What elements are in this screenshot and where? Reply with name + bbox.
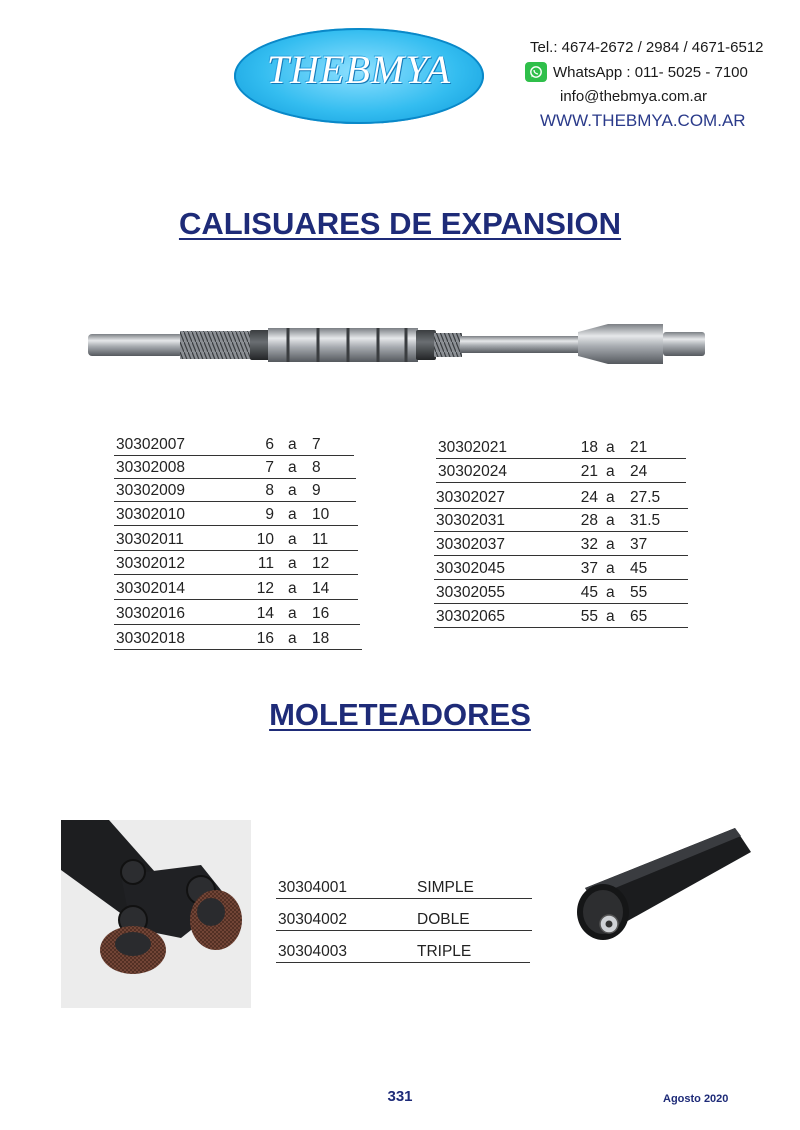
range-sep: a xyxy=(288,459,297,476)
range-sep: a xyxy=(288,436,297,453)
range-sep: a xyxy=(606,439,615,456)
table-row xyxy=(114,503,358,526)
product-code: 30302055 xyxy=(436,584,505,601)
range-to: 7 xyxy=(312,436,321,453)
section-title-reamers xyxy=(0,206,800,242)
range-from: 55 xyxy=(580,608,598,625)
table-row xyxy=(434,509,688,532)
table-row xyxy=(436,436,686,459)
range-sep: a xyxy=(288,506,297,523)
range-sep: a xyxy=(288,555,297,572)
range-from: 12 xyxy=(256,580,274,597)
simple-knurling-tool-image xyxy=(565,800,753,978)
knurl-type: DOBLE xyxy=(417,911,470,928)
website-link[interactable]: WWW.THEBMYA.COM.AR xyxy=(540,111,746,130)
product-code: 30304003 xyxy=(278,943,347,960)
range-to: 27.5 xyxy=(630,489,661,506)
phone-numbers: Tel.: 4674-2672 / 2984 / 4671-6512 xyxy=(530,39,764,56)
product-code: 30302007 xyxy=(116,436,185,453)
range-sep: a xyxy=(606,608,615,625)
double-knurling-tool-image xyxy=(61,820,251,1008)
range-from: 28 xyxy=(580,512,598,529)
range-from: 14 xyxy=(256,605,274,622)
table-row xyxy=(114,552,358,575)
product-code: 30302065 xyxy=(436,608,505,625)
table-row xyxy=(434,533,688,556)
range-from: 6 xyxy=(265,436,274,453)
range-to: 18 xyxy=(312,630,330,647)
product-code: 30302018 xyxy=(116,630,185,647)
table-row xyxy=(434,581,688,604)
product-code: 30302016 xyxy=(116,605,185,622)
product-code: 30302021 xyxy=(438,439,507,456)
table-row xyxy=(114,627,362,650)
range-to: 45 xyxy=(630,560,648,577)
section-title-knurling xyxy=(0,697,800,733)
expansion-reamer-image xyxy=(88,312,708,374)
range-sep: a xyxy=(606,536,615,553)
range-to: 8 xyxy=(312,459,321,476)
range-to: 37 xyxy=(630,536,648,553)
range-to: 9 xyxy=(312,482,321,499)
range-sep: a xyxy=(606,560,615,577)
table-row xyxy=(276,876,532,899)
range-sep: a xyxy=(606,489,615,506)
range-sep: a xyxy=(288,482,297,499)
range-to: 24 xyxy=(630,463,648,480)
product-code: 30302027 xyxy=(436,489,505,506)
range-from: 16 xyxy=(256,630,274,647)
product-code: 30302011 xyxy=(116,531,184,548)
knurl-type: SIMPLE xyxy=(417,879,474,896)
product-code: 30302045 xyxy=(436,560,505,577)
range-from: 24 xyxy=(580,489,598,506)
range-from: 45 xyxy=(580,584,598,601)
table-row xyxy=(114,479,356,502)
table-row xyxy=(114,577,358,600)
section-title-reamers-text: CALISUARES DE EXPANSION xyxy=(178,206,622,241)
logo-text: THEBMYA xyxy=(266,47,452,92)
table-row xyxy=(114,602,360,625)
product-code: 30302037 xyxy=(436,536,505,553)
whatsapp-number: WhatsApp : 011- 5025 - 7100 xyxy=(553,63,748,81)
product-code: 30302008 xyxy=(116,459,185,476)
product-code: 30302024 xyxy=(438,463,507,480)
table-row xyxy=(114,433,354,456)
range-to: 12 xyxy=(312,555,330,572)
range-sep: a xyxy=(288,531,297,548)
range-to: 21 xyxy=(630,439,648,456)
product-code: 30302009 xyxy=(116,482,185,499)
range-sep: a xyxy=(288,580,297,597)
range-from: 32 xyxy=(580,536,598,553)
table-row xyxy=(276,908,532,931)
table-row xyxy=(114,528,358,551)
whatsapp-contact xyxy=(525,62,748,82)
range-from: 18 xyxy=(580,439,598,456)
range-to: 16 xyxy=(312,605,330,622)
range-sep: a xyxy=(606,463,615,480)
range-from: 9 xyxy=(265,506,274,523)
range-from: 8 xyxy=(265,482,274,499)
range-from: 10 xyxy=(256,531,274,548)
range-from: 37 xyxy=(580,560,598,577)
table-row xyxy=(114,456,356,479)
range-to: 10 xyxy=(312,506,330,523)
table-row xyxy=(434,557,688,580)
range-sep: a xyxy=(288,605,297,622)
range-to: 14 xyxy=(312,580,330,597)
range-from: 21 xyxy=(580,463,598,480)
publication-date: Agosto 2020 xyxy=(663,1093,729,1105)
knurl-type: TRIPLE xyxy=(417,943,472,960)
range-to: 11 xyxy=(312,531,329,548)
product-code: 30302010 xyxy=(116,506,185,523)
product-code: 30302012 xyxy=(116,555,185,572)
table-row xyxy=(434,605,688,628)
whatsapp-icon xyxy=(525,62,547,82)
table-row xyxy=(434,486,688,509)
email-link[interactable]: info@thebmya.com.ar xyxy=(560,88,707,105)
product-code: 30302014 xyxy=(116,580,185,597)
range-from: 11 xyxy=(257,555,274,572)
range-sep: a xyxy=(606,512,615,529)
product-code: 30304001 xyxy=(278,879,347,896)
range-sep: a xyxy=(288,630,297,647)
table-row xyxy=(276,940,530,963)
page-number: 331 xyxy=(387,1088,413,1105)
product-code: 30304002 xyxy=(278,911,347,928)
range-from: 7 xyxy=(265,459,274,476)
range-to: 31.5 xyxy=(630,512,661,529)
product-code: 30302031 xyxy=(436,512,505,529)
range-to: 65 xyxy=(630,608,648,625)
range-to: 55 xyxy=(630,584,648,601)
section-title-knurling-text: MOLETEADORES xyxy=(269,697,531,732)
range-sep: a xyxy=(606,584,615,601)
table-row xyxy=(436,460,686,483)
